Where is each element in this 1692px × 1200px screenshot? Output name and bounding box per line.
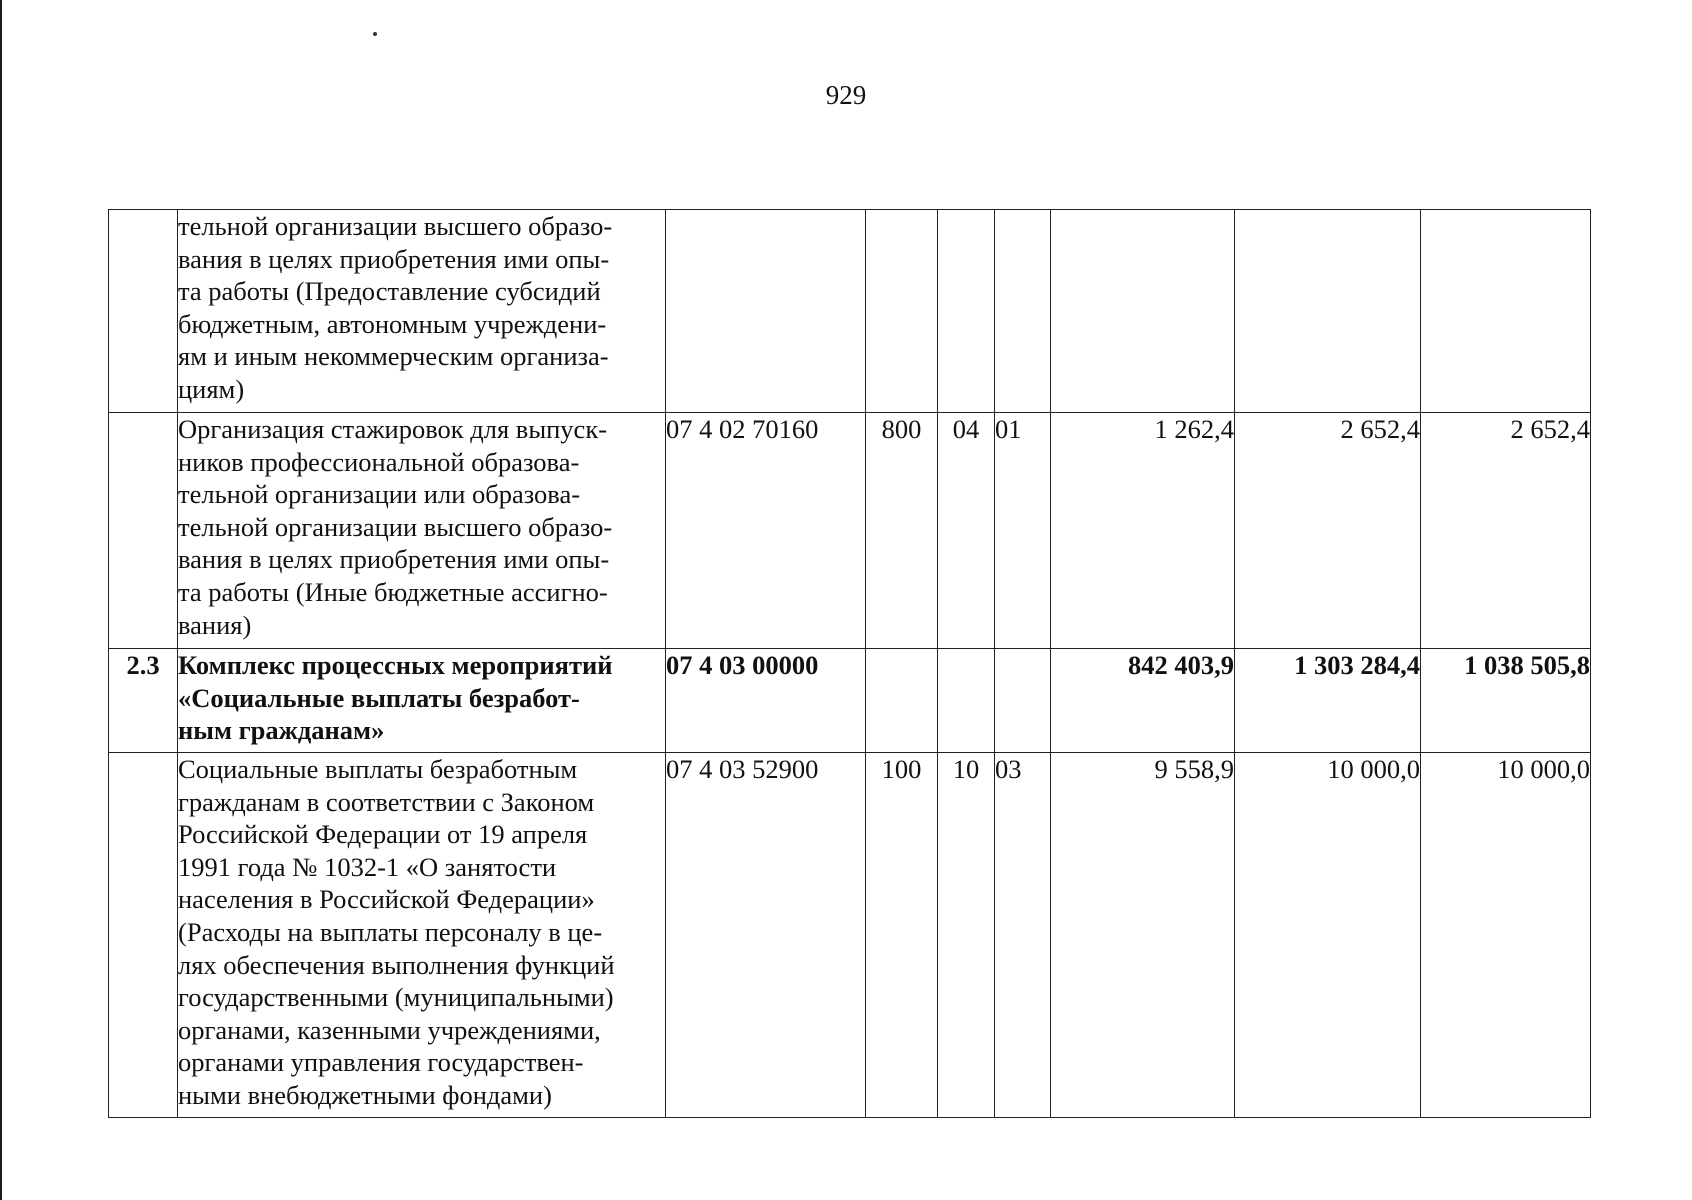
expense-name-line: (Расходы на выплаты персоналу в це- [178,916,603,947]
section-code: 10 [938,753,995,1118]
expense-name-line: Российской Федерации от 19 апреля [178,819,588,850]
expense-name-line: тельной организации высшего образо- [178,511,613,542]
scan-speck [373,32,377,36]
budget-table [108,209,1591,1118]
section-code [938,210,995,413]
expense-name-line: вания) [178,609,252,640]
table-row [109,210,1591,413]
expense-name-line: ным гражданам» [178,715,385,746]
target-article-code: 07 4 03 00000 [666,649,866,753]
expense-name [178,649,666,753]
expense-type-code [866,210,938,413]
row-number: 2.3 [109,649,178,753]
expense-name-line: ными внебюджетными фондами) [178,1079,552,1110]
table-row [109,413,1591,649]
expense-name-line: ям и иным некоммерческим организа- [178,341,609,372]
amount-year-1: 1 262,4 [1051,413,1235,649]
amount-year-2: 10 000,0 [1235,753,1421,1118]
section-code [938,649,995,753]
subsection-code: 03 [995,753,1051,1118]
expense-name-line: органами управления государствен- [178,1047,584,1078]
page-number: 929 [825,80,867,110]
expense-name-line: органами, казенными учреждениями, [178,1014,601,1045]
amount-year-2 [1235,210,1421,413]
subsection-code [995,210,1051,413]
expense-name-line: вания в целях приобретения ими опы- [178,243,610,274]
subsection-code [995,649,1051,753]
expense-name-line: гражданам в соответствии с Законом [178,786,595,817]
table-row [109,649,1591,753]
row-number [109,413,178,649]
expense-name-line: Организация стажировок для выпуск- [178,414,608,444]
row-number [109,210,178,413]
expense-name-line: населения в Российской Федерации» [178,884,595,915]
expense-type-code: 800 [866,413,938,649]
expense-name-line: Комплекс процессных мероприятий [178,650,613,680]
amount-year-3: 2 652,4 [1421,413,1591,649]
amount-year-2: 2 652,4 [1235,413,1421,649]
amount-year-3: 1 038 505,8 [1421,649,1591,753]
expense-type-code: 100 [866,753,938,1118]
expense-name-line: лях обеспечения выполнения функций [178,949,615,980]
page-left-edge [0,0,2,1200]
expense-name-line: тельной организации высшего образо- [178,211,613,241]
expense-name-line: Социальные выплаты безработным [178,754,578,784]
expense-name-line: «Социальные выплаты безработ- [178,682,580,713]
expense-name-line: государственными (муниципальными) [178,982,614,1013]
expense-name-line: та работы (Предоставление субсидий [178,276,601,307]
expense-name-line: вания в целях приобретения ими опы- [178,544,610,575]
expense-name [178,413,666,649]
expense-name-line: бюджетным, автономным учреждени- [178,308,607,339]
subsection-code: 01 [995,413,1051,649]
expense-name [178,210,666,413]
target-article-code: 07 4 03 52900 [666,753,866,1118]
target-article-code [666,210,866,413]
amount-year-2: 1 303 284,4 [1235,649,1421,753]
expense-name-line: ников профессиональной образова- [178,446,580,477]
expense-name [178,753,666,1118]
expense-name-line: 1991 года № 1032-1 «О занятости [178,851,557,882]
row-number [109,753,178,1118]
amount-year-3: 10 000,0 [1421,753,1591,1118]
expense-name-line: тельной организации или образова- [178,479,581,510]
target-article-code: 07 4 02 70160 [666,413,866,649]
expense-name-line: та работы (Иные бюджетные ассигно- [178,576,608,607]
amount-year-1: 9 558,9 [1051,753,1235,1118]
amount-year-3 [1421,210,1591,413]
table-body [109,210,1591,1118]
expense-type-code [866,649,938,753]
section-code: 04 [938,413,995,649]
expense-name-line: циям) [178,373,245,404]
amount-year-1 [1051,210,1235,413]
table-row [109,753,1591,1118]
amount-year-1: 842 403,9 [1051,649,1235,753]
